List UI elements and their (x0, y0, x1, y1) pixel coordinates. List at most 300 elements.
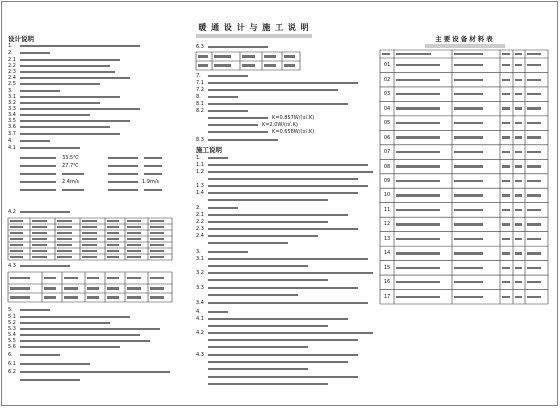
note-number: 7.2 (196, 87, 204, 93)
text-line (20, 126, 110, 128)
text-line (82, 238, 97, 240)
text-line (502, 165, 510, 167)
note-number: 4.1 (8, 145, 16, 151)
note-number: 2.2 (196, 219, 204, 225)
note-number: 1. (196, 155, 201, 161)
table-row-number: 11 (383, 206, 391, 213)
text-line (208, 383, 328, 385)
text-line (214, 64, 231, 66)
note-number: 6.2 (8, 369, 16, 375)
text-line (20, 189, 56, 191)
text-line (57, 256, 72, 258)
text-line (150, 220, 164, 222)
text-line (454, 194, 483, 196)
text-line (527, 238, 541, 240)
text-line (20, 165, 56, 167)
note-number: 1.4 (196, 190, 204, 196)
text-line (107, 250, 119, 252)
text-line (396, 107, 440, 109)
text-line (208, 228, 358, 230)
text-line (527, 209, 541, 211)
table-row-number: 07 (383, 149, 391, 156)
note-number: 4.2 (196, 330, 204, 336)
text-line (20, 334, 140, 336)
text-line (57, 226, 72, 228)
note-number: 6.3 (196, 44, 204, 50)
text-line (10, 250, 23, 252)
text-line (208, 251, 248, 253)
text-line (527, 223, 541, 225)
note-number: 3.6 (8, 124, 16, 130)
text-line (20, 52, 50, 54)
text-line (454, 281, 483, 283)
note-number: 8.2 (196, 108, 204, 114)
text-line (396, 93, 440, 95)
text-line (127, 250, 141, 252)
text-line (502, 64, 510, 66)
text-line (127, 296, 141, 298)
text-line (10, 244, 23, 246)
text-line (242, 64, 255, 66)
text-line (44, 287, 56, 289)
note-number: 2.1 (8, 57, 16, 63)
text-line (10, 296, 30, 298)
text-line (502, 136, 510, 138)
text-line (10, 277, 30, 279)
text-line (454, 238, 483, 240)
text-line (527, 93, 541, 95)
text-line (20, 147, 80, 149)
text-line (208, 376, 358, 378)
text-line (127, 244, 141, 246)
text-line (64, 287, 78, 289)
text-line (396, 267, 440, 269)
text-line (20, 322, 110, 324)
text-line (32, 226, 47, 228)
k-value: K=0.857W/(㎡.K) (272, 115, 315, 121)
text-line (108, 173, 138, 175)
text-line (87, 287, 99, 289)
text-line (44, 277, 56, 279)
text-line (214, 55, 231, 57)
note-number: 6.1 (8, 361, 16, 367)
note-number: 3.3 (8, 106, 16, 112)
text-line (208, 221, 328, 223)
text-line (208, 339, 358, 341)
text-line (502, 296, 510, 298)
text-line (527, 79, 541, 81)
text-line (144, 157, 162, 159)
text-line (57, 232, 72, 234)
text-line (454, 136, 483, 138)
table-row-number: 05 (383, 120, 391, 127)
text-line (502, 252, 510, 254)
text-line (454, 180, 483, 182)
note-number: 3.2 (8, 100, 16, 106)
note-number: 2. (8, 50, 13, 56)
table-row-number: 13 (383, 235, 391, 242)
text-line (64, 296, 78, 298)
text-line (87, 277, 99, 279)
text-line (527, 267, 541, 269)
text-line (107, 277, 119, 279)
text-line (107, 287, 119, 289)
note-number: 1.1 (196, 162, 204, 168)
table-row-number: 14 (383, 250, 391, 257)
text-line (502, 238, 510, 240)
text-line (515, 79, 522, 81)
note-number: 2.5 (8, 81, 16, 87)
text-line (108, 157, 138, 159)
text-line (150, 277, 164, 279)
text-line (20, 108, 140, 110)
text-line (20, 65, 110, 67)
text-line (127, 226, 141, 228)
text-line (82, 220, 97, 222)
text-line (208, 139, 278, 141)
note-number: 5.3 (8, 326, 16, 332)
note-number: 3.5 (8, 118, 16, 124)
text-line (108, 181, 138, 183)
text-line (82, 250, 97, 252)
text-line (208, 207, 238, 209)
text-line (208, 302, 368, 304)
note-number: 8. (196, 94, 201, 100)
text-line (502, 122, 510, 124)
text-line (208, 368, 308, 370)
table-row-number: 02 (383, 76, 391, 83)
text-line (127, 277, 141, 279)
table-row-number: 04 (383, 105, 391, 112)
text-line (502, 209, 510, 211)
text-line (527, 107, 541, 109)
text-line (20, 120, 130, 122)
text-line (20, 90, 60, 92)
text-line (107, 296, 119, 298)
text-line (208, 332, 373, 334)
note-number: 2.3 (196, 226, 204, 232)
text-line (57, 250, 72, 252)
text-line (382, 53, 390, 55)
text-line (454, 209, 483, 211)
text-line (62, 173, 84, 175)
text-line (454, 93, 483, 95)
text-line (502, 281, 510, 283)
text-line (515, 93, 522, 95)
text-line (208, 199, 328, 201)
text-line (107, 226, 119, 228)
text-line (515, 267, 522, 269)
k-value: K=2.0W/(㎡.K) (262, 122, 298, 128)
text-line (208, 287, 358, 289)
text-line (454, 267, 483, 269)
text-line (515, 281, 522, 283)
text-line (515, 296, 522, 298)
text-line (32, 232, 47, 234)
note-number: 1. (8, 43, 13, 49)
text-line (208, 178, 358, 180)
text-line (127, 232, 141, 234)
text-line (527, 194, 541, 196)
text-line (82, 226, 97, 228)
text-line (527, 151, 541, 153)
parameter-value: 1.9m/s (142, 179, 160, 185)
text-line (150, 244, 164, 246)
note-number: 3. (196, 249, 201, 255)
text-line (208, 354, 358, 356)
text-line (454, 79, 483, 81)
table-row-number: 09 (383, 178, 391, 184)
note-number: 3.7 (8, 131, 16, 137)
text-line (107, 256, 119, 258)
text-line (57, 244, 72, 246)
text-line (127, 256, 141, 258)
text-line (107, 238, 119, 240)
text-line (515, 107, 522, 109)
text-line (20, 45, 140, 47)
text-line (20, 83, 100, 85)
text-line (527, 252, 541, 254)
text-line (396, 53, 431, 55)
note-number: 2. (196, 205, 201, 211)
text-line (208, 242, 288, 244)
text-line (527, 281, 541, 283)
text-line (208, 82, 358, 84)
note-number: 4.3 (8, 263, 16, 269)
note-number: 1.3 (196, 183, 204, 189)
text-line (20, 59, 120, 61)
text-line (454, 165, 483, 167)
text-line (284, 55, 295, 57)
text-line (20, 140, 50, 142)
note-number: 3. (8, 88, 13, 94)
text-line (208, 318, 348, 320)
text-line (144, 189, 162, 191)
text-line (396, 64, 440, 66)
text-line (57, 220, 72, 222)
text-line (515, 151, 522, 153)
text-line (208, 171, 373, 173)
text-line (208, 110, 248, 112)
text-line (150, 250, 164, 252)
text-line (62, 189, 84, 191)
text-line (515, 252, 522, 254)
text-line (454, 151, 483, 153)
note-number: 4.1 (196, 316, 204, 322)
text-line (527, 64, 541, 66)
note-number: 3.4 (196, 300, 204, 306)
text-line (10, 256, 23, 258)
text-line (208, 131, 268, 133)
text-line (32, 220, 47, 222)
text-line (396, 151, 440, 153)
text-line (208, 265, 308, 267)
text-line (242, 55, 255, 57)
text-line (515, 223, 522, 225)
text-line (502, 194, 510, 196)
text-line (502, 223, 510, 225)
text-line (20, 77, 130, 79)
note-number: 2.2 (8, 63, 16, 69)
text-line (20, 316, 130, 318)
parameter-value: 2.4m/s (62, 179, 80, 185)
note-number: 5.1 (8, 314, 16, 320)
text-line (208, 294, 298, 296)
text-line (10, 226, 23, 228)
text-line (20, 379, 80, 381)
text-line (127, 238, 141, 240)
text-line (515, 165, 522, 167)
text-line (502, 180, 510, 182)
text-line (20, 340, 150, 342)
text-line (82, 256, 97, 258)
note-number: 1.2 (196, 169, 204, 175)
table-row-number: 03 (383, 91, 391, 98)
text-line (150, 296, 164, 298)
table-row-number: 01 (383, 62, 391, 69)
text-line (87, 296, 99, 298)
text-line (127, 287, 141, 289)
text-line (208, 192, 358, 194)
note-number: 2.1 (196, 212, 204, 218)
note-number: 7.1 (196, 80, 204, 86)
text-line (208, 279, 328, 281)
text-line (396, 136, 440, 138)
text-line (515, 136, 522, 138)
text-line (20, 181, 56, 183)
text-line (82, 232, 97, 234)
text-line (396, 122, 440, 124)
text-line (515, 194, 522, 196)
text-line (396, 165, 440, 167)
note-number: 4. (8, 138, 13, 144)
table-row-number: 08 (383, 163, 391, 170)
text-line (208, 258, 368, 260)
text-line (502, 151, 510, 153)
note-number: 3.1 (8, 94, 16, 100)
text-line (10, 287, 30, 289)
table-row-number: 17 (383, 293, 391, 300)
note-number: 3.3 (196, 285, 204, 291)
text-line (32, 238, 47, 240)
text-line (150, 287, 164, 289)
parameter-value: 33.5℃ (62, 155, 79, 161)
note-number: 3.2 (196, 270, 204, 276)
table-row-number: 12 (383, 221, 391, 228)
text-line (208, 164, 368, 166)
text-line (208, 117, 268, 119)
text-line (454, 223, 483, 225)
text-line (150, 232, 164, 234)
table-row-number: 15 (383, 264, 391, 271)
text-line (454, 64, 483, 66)
note-number: 8.1 (196, 101, 204, 107)
table-row-number: 06 (383, 134, 391, 141)
text-line (20, 371, 170, 373)
text-line (144, 165, 162, 167)
text-line (208, 361, 348, 363)
text-line (20, 173, 56, 175)
note-number: 4.3 (196, 352, 204, 358)
note-number: 2.4 (8, 75, 16, 81)
text-line (502, 79, 510, 81)
note-number: 4. (196, 309, 201, 315)
text-line (502, 267, 510, 269)
text-line (527, 122, 541, 124)
text-line (108, 165, 138, 167)
text-line (208, 46, 268, 48)
text-line (208, 185, 368, 187)
text-line (396, 281, 440, 283)
text-line (32, 256, 47, 258)
text-line (396, 209, 440, 211)
table-row-number: 10 (383, 192, 391, 199)
text-line (20, 309, 50, 311)
text-line (20, 96, 120, 98)
text-line (527, 53, 541, 55)
text-line (20, 157, 56, 159)
text-line (107, 220, 119, 222)
text-line (20, 114, 90, 116)
text-line (208, 124, 258, 126)
text-line (208, 96, 238, 98)
note-number: 5.5 (8, 338, 16, 344)
text-line (208, 311, 228, 313)
text-line (44, 296, 56, 298)
note-number: 4.2 (8, 209, 16, 215)
text-line (502, 53, 510, 55)
text-line (150, 238, 164, 240)
text-line (198, 55, 208, 57)
text-line (208, 272, 373, 274)
text-line (10, 232, 23, 234)
text-line (107, 232, 119, 234)
text-line (208, 103, 348, 105)
text-line (527, 165, 541, 167)
note-number: 5.4 (8, 332, 16, 338)
text-line (64, 277, 78, 279)
text-line (396, 180, 440, 182)
text-line (396, 79, 440, 81)
text-line (107, 244, 119, 246)
text-line (208, 235, 318, 237)
text-line (515, 53, 522, 55)
text-line (20, 346, 120, 348)
text-line (208, 346, 308, 348)
text-line (264, 64, 276, 66)
text-line (57, 238, 72, 240)
text-line (144, 173, 162, 175)
text-line (198, 64, 208, 66)
text-line (515, 122, 522, 124)
text-line (454, 53, 483, 55)
text-line (396, 223, 440, 225)
text-line (264, 55, 276, 57)
text-line (10, 238, 23, 240)
text-line (527, 296, 541, 298)
text-line (515, 238, 522, 240)
note-number: 3.1 (196, 256, 204, 262)
text-line (502, 93, 510, 95)
text-line (284, 64, 295, 66)
note-number: 6. (8, 352, 13, 358)
note-number: 2.4 (196, 233, 204, 239)
text-line (20, 71, 115, 73)
text-line (454, 122, 483, 124)
text-line (20, 102, 100, 104)
text-line (150, 256, 164, 258)
text-line (127, 220, 141, 222)
